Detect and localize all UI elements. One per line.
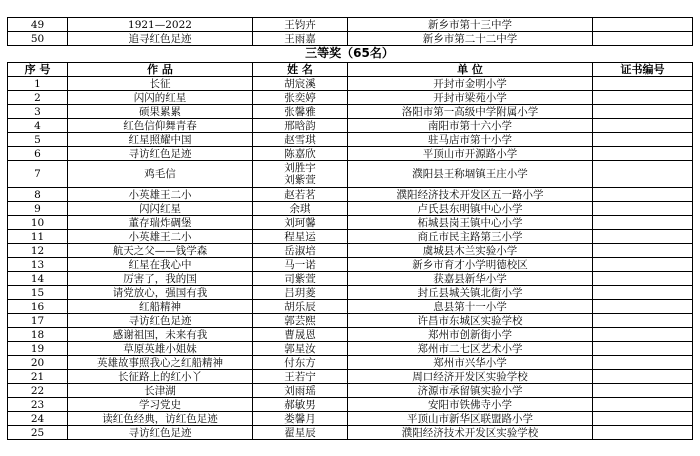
row-number: 9 <box>8 202 68 216</box>
row-name <box>253 286 348 300</box>
row-number: 50 <box>8 32 68 46</box>
row-title: 感谢祖国，未来有我 <box>68 328 253 342</box>
row-unit: 许昌市东城区实验学校 <box>348 314 593 328</box>
row-unit: 郑州市创新街小学 <box>348 328 593 342</box>
row-name <box>253 272 348 286</box>
row-number: 1 <box>8 77 68 91</box>
row-title: 寻访红色足迹 <box>68 426 253 440</box>
row-name <box>253 147 348 161</box>
row-number: 16 <box>8 300 68 314</box>
row-title: 小英雄王二小 <box>68 230 253 244</box>
row-certificate <box>593 356 693 370</box>
table-row <box>8 77 693 91</box>
row-title: 长征 <box>68 77 253 91</box>
table-row <box>8 370 693 384</box>
student-name: 张奕婷 <box>284 91 316 104</box>
row-title: 寻访红色足迹 <box>68 314 253 328</box>
row-certificate <box>593 188 693 202</box>
row-certificate <box>593 244 693 258</box>
row-unit: 新乡市第十三中学 <box>348 18 593 32</box>
row-certificate <box>593 216 693 230</box>
table-row <box>8 244 693 258</box>
row-name <box>253 77 348 91</box>
row-unit: 驻马店市第十小学 <box>348 133 593 147</box>
row-title: 读红色经典，访红色足迹 <box>68 412 253 426</box>
row-title: 红色信仰舞青春 <box>68 119 253 133</box>
row-certificate <box>593 384 693 398</box>
header-certificate: 证书编号 <box>593 63 693 77</box>
row-unit: 郑州市二七区艺术小学 <box>348 342 593 356</box>
row-name: 王雨嘉 <box>253 32 348 46</box>
header-name: 姓 名 <box>253 63 348 77</box>
row-unit: 柘城县岗王镇中心小学 <box>348 216 593 230</box>
row-unit: 郑州市兴华小学 <box>348 356 593 370</box>
row-number: 3 <box>8 105 68 119</box>
student-name: 邢晗韵 <box>284 119 316 132</box>
row-title: 闪闪的红星 <box>68 91 253 105</box>
row-number: 17 <box>8 314 68 328</box>
row-number: 14 <box>8 272 68 286</box>
row-certificate <box>593 91 693 105</box>
row-certificate <box>593 314 693 328</box>
row-number: 11 <box>8 230 68 244</box>
prior-section-table <box>7 17 693 46</box>
row-number: 13 <box>8 258 68 272</box>
row-number: 10 <box>8 216 68 230</box>
table-row <box>8 161 693 188</box>
row-number: 18 <box>8 328 68 342</box>
student-name: 司紫萱 <box>284 272 316 285</box>
row-name: 王钧卉 <box>253 18 348 32</box>
row-title: 小英雄王二小 <box>68 188 253 202</box>
row-name <box>253 314 348 328</box>
row-certificate <box>593 328 693 342</box>
table-row <box>8 32 693 46</box>
table-row <box>8 356 693 370</box>
row-name <box>253 230 348 244</box>
student-name: 刘紫萱 <box>284 174 316 186</box>
table-row <box>8 119 693 133</box>
row-unit: 濮阳经济技术开发区五一路小学 <box>348 188 593 202</box>
row-certificate <box>593 147 693 161</box>
table-row <box>8 230 693 244</box>
student-name: 娄馨月 <box>284 412 316 425</box>
table-row <box>8 133 693 147</box>
row-unit: 安阳市铁佛寺小学 <box>348 398 593 412</box>
row-name <box>253 412 348 426</box>
row-title: 追寻红色足迹 <box>68 32 253 46</box>
row-number: 22 <box>8 384 68 398</box>
row-certificate <box>593 272 693 286</box>
row-name <box>253 370 348 384</box>
row-number: 12 <box>8 244 68 258</box>
header-number: 序 号 <box>8 63 68 77</box>
table-row <box>8 105 693 119</box>
row-certificate <box>593 286 693 300</box>
row-unit: 平顶山市新华区联盟路小学 <box>348 412 593 426</box>
table-row <box>8 188 693 202</box>
row-certificate <box>593 18 693 32</box>
table-row <box>8 398 693 412</box>
student-name: 岳淑培 <box>284 244 316 257</box>
row-unit: 商丘市民主路第三小学 <box>348 230 593 244</box>
table-header-row <box>8 63 693 77</box>
row-name <box>253 356 348 370</box>
table-row <box>8 272 693 286</box>
row-title: 董存瑞炸碉堡 <box>68 216 253 230</box>
row-unit: 新乡市育才小学明德校区 <box>348 258 593 272</box>
row-certificate <box>593 412 693 426</box>
header-title: 作 品 <box>68 63 253 77</box>
row-title: 红星在我心中 <box>68 258 253 272</box>
row-unit: 平顶山市开源路小学 <box>348 147 593 161</box>
row-name <box>253 133 348 147</box>
table-row <box>8 147 693 161</box>
row-name <box>253 328 348 342</box>
row-title: 鸡毛信 <box>68 161 253 188</box>
table-row <box>8 18 693 32</box>
student-name: 刘胜宇 <box>284 162 316 174</box>
student-name: 刘雨瑶 <box>284 384 316 397</box>
row-unit: 新乡市第二十二中学 <box>348 32 593 46</box>
student-name: 马一诺 <box>284 258 316 271</box>
row-unit: 南阳市第十六小学 <box>348 119 593 133</box>
table-row <box>8 300 693 314</box>
row-certificate <box>593 426 693 440</box>
row-unit: 卢氏县东明镇中心小学 <box>348 202 593 216</box>
row-name <box>253 105 348 119</box>
row-title: 红星照耀中国 <box>68 133 253 147</box>
row-number: 25 <box>8 426 68 440</box>
row-name <box>253 300 348 314</box>
row-title: 硕果累累 <box>68 105 253 119</box>
row-unit: 周口经济开发区实验学校 <box>348 370 593 384</box>
row-unit: 获嘉县新华小学 <box>348 272 593 286</box>
row-name <box>253 342 348 356</box>
row-certificate <box>593 105 693 119</box>
row-title: 红船精神 <box>68 300 253 314</box>
row-certificate <box>593 32 693 46</box>
row-title: 学习党史 <box>68 398 253 412</box>
row-unit: 封丘县城关镇北街小学 <box>348 286 593 300</box>
row-number: 15 <box>8 286 68 300</box>
row-unit: 濮阳经济技术开发区实验学校 <box>348 426 593 440</box>
student-name: 刘珂馨 <box>284 216 316 229</box>
table-row <box>8 286 693 300</box>
row-number: 19 <box>8 342 68 356</box>
row-number: 6 <box>8 147 68 161</box>
row-name <box>253 91 348 105</box>
row-name <box>253 244 348 258</box>
row-name <box>253 384 348 398</box>
table-row <box>8 202 693 216</box>
row-number: 4 <box>8 119 68 133</box>
row-name <box>253 426 348 440</box>
row-title: 航天之父——钱学森 <box>68 244 253 258</box>
student-name: 胡乐辰 <box>284 300 316 313</box>
table-row <box>8 328 693 342</box>
row-name <box>253 188 348 202</box>
row-unit: 济源市承留镇实验小学 <box>348 384 593 398</box>
student-name: 张馨雅 <box>284 105 316 118</box>
row-name <box>253 216 348 230</box>
row-name <box>253 161 348 188</box>
row-number: 24 <box>8 412 68 426</box>
row-unit: 虞城县木兰实验小学 <box>348 244 593 258</box>
row-certificate <box>593 258 693 272</box>
student-name: 付东方 <box>284 356 316 369</box>
table-row <box>8 384 693 398</box>
row-certificate <box>593 119 693 133</box>
header-unit: 单 位 <box>348 63 593 77</box>
row-title: 草原英雄小姐妹 <box>68 342 253 356</box>
row-certificate <box>593 230 693 244</box>
table-row <box>8 342 693 356</box>
row-title: 寻访红色足迹 <box>68 147 253 161</box>
table-row <box>8 91 693 105</box>
row-number: 49 <box>8 18 68 32</box>
student-name: 余琪 <box>289 202 311 215</box>
row-title: 长征路上的红小丫 <box>68 370 253 384</box>
row-unit: 息县第十一小学 <box>348 300 593 314</box>
row-name <box>253 398 348 412</box>
row-certificate <box>593 342 693 356</box>
student-name: 陈嘉欣 <box>284 147 316 160</box>
table-row <box>8 412 693 426</box>
row-certificate <box>593 398 693 412</box>
row-name <box>253 258 348 272</box>
row-unit: 开封市梁苑小学 <box>348 91 593 105</box>
row-number: 23 <box>8 398 68 412</box>
row-number: 21 <box>8 370 68 384</box>
row-name <box>253 202 348 216</box>
table-row <box>8 216 693 230</box>
row-certificate <box>593 370 693 384</box>
row-title: 长津湖 <box>68 384 253 398</box>
table-row <box>8 314 693 328</box>
row-title: 请党放心，强国有我 <box>68 286 253 300</box>
row-name <box>253 119 348 133</box>
student-name: 赵若茗 <box>284 188 316 201</box>
row-number: 2 <box>8 91 68 105</box>
row-title: 厉害了，我的国 <box>68 272 253 286</box>
student-name: 王若宁 <box>284 370 316 383</box>
row-certificate <box>593 161 693 188</box>
student-name: 赵雪琪 <box>284 133 316 146</box>
row-number: 8 <box>8 188 68 202</box>
row-title: 1921—2022 <box>68 18 253 32</box>
row-number: 5 <box>8 133 68 147</box>
student-name: 郝敏男 <box>284 398 316 411</box>
row-certificate <box>593 133 693 147</box>
student-name: 翟星辰 <box>284 426 316 439</box>
row-unit: 洛阳市第一高级中学附属小学 <box>348 105 593 119</box>
student-name: 郭芸熙 <box>284 314 316 327</box>
table-row <box>8 426 693 440</box>
row-number: 20 <box>8 356 68 370</box>
section-title: 三等奖（65名） <box>305 46 394 60</box>
row-certificate <box>593 202 693 216</box>
student-name: 程星运 <box>284 230 316 243</box>
student-name: 胡宸溪 <box>284 77 316 90</box>
row-unit: 开封市金明小学 <box>348 77 593 91</box>
row-certificate <box>593 300 693 314</box>
table-row <box>8 258 693 272</box>
row-unit: 濮阳县王称堌镇王庄小学 <box>348 161 593 188</box>
row-certificate <box>593 77 693 91</box>
student-name: 曹晟恩 <box>284 328 316 341</box>
row-number: 7 <box>8 161 68 188</box>
student-name: 郭星汝 <box>284 342 316 355</box>
row-title: 英雄故事照我心之红船精神 <box>68 356 253 370</box>
third-prize-table <box>7 62 693 440</box>
row-title: 闪闪红星 <box>68 202 253 216</box>
student-name: 吕玥菱 <box>284 286 316 299</box>
